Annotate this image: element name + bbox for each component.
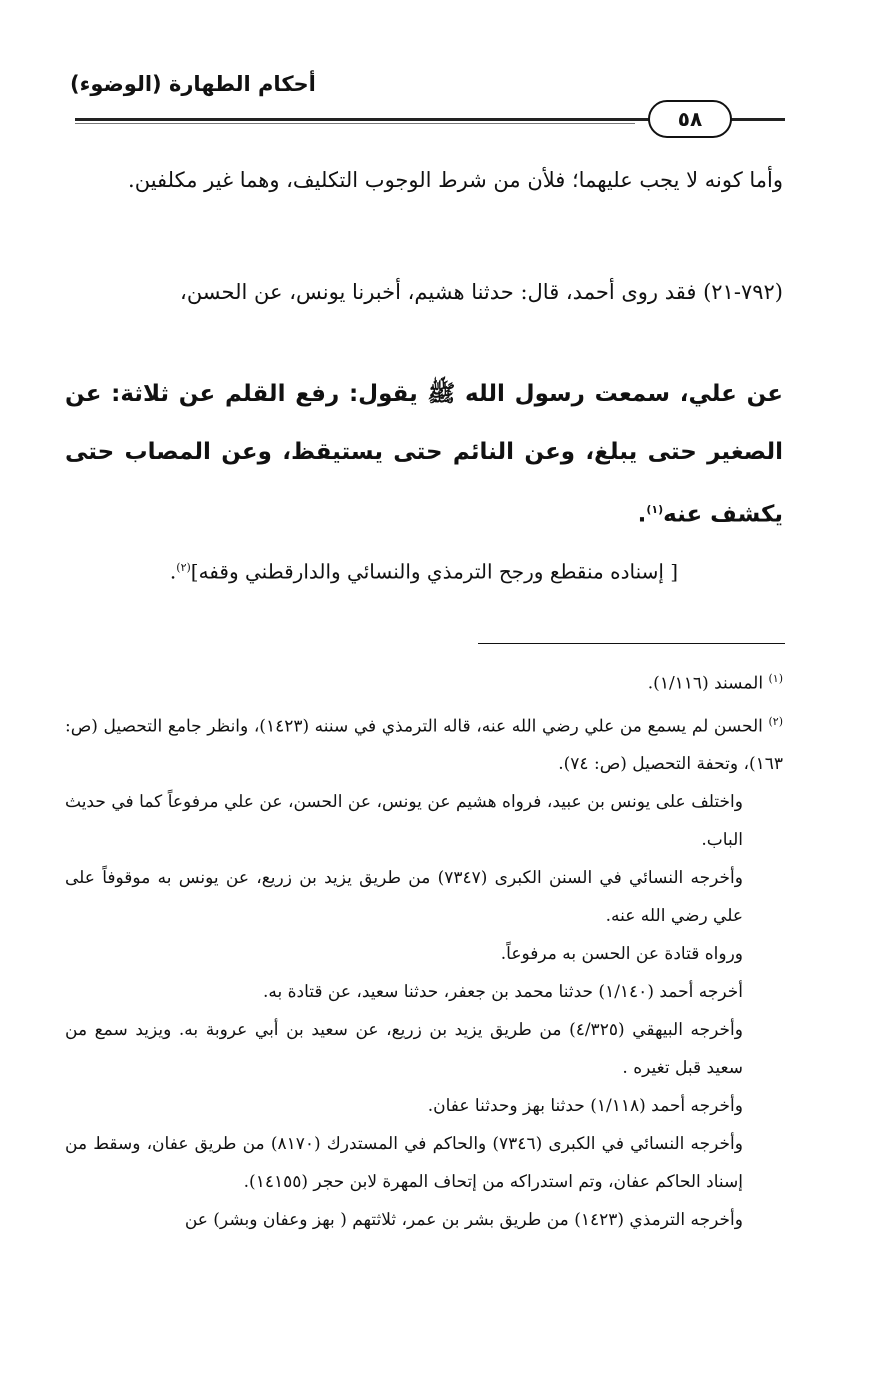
footnote-separator bbox=[478, 643, 785, 644]
paragraph-isnad: (٧٩٢-٢١) فقد روى أحمد، قال: حدثنا هشيم، أخبرنا يونس، عن الحسن، bbox=[180, 280, 783, 304]
footnote-1 bbox=[65, 660, 783, 703]
hadith-grade bbox=[65, 548, 783, 592]
footnote-2-para: وأخرجه أحمد (١/١١٨) حدثنا بهز وحدثنا عفان. bbox=[427, 1096, 743, 1117]
header-rule-thin bbox=[75, 123, 635, 124]
paragraph-intro: وأما كونه لا يجب عليهما؛ فلأن من شرط الوجوب التكليف، وهما غير مكلفين. bbox=[128, 168, 783, 192]
grade-end: . bbox=[169, 559, 177, 584]
footnote-ref-1[interactable]: (١) bbox=[646, 503, 664, 516]
grade-text: [ إسناده منقطع ورجح الترمذي والنسائي والدارقطني وقفه] bbox=[190, 559, 679, 584]
footnote-2-para: وأخرجه النسائي في الكبرى (٧٣٤٦) والحاكم في المستدرك (٨١٧٠) من طريق عفان، وسقط من إسناد الحاكم عفان، وتم استدراكه من إتحاف المهرة لابن حجر (١٤١٥٥). bbox=[65, 1134, 743, 1193]
running-header-title: أحكام الطهارة (الوضوء) bbox=[70, 72, 316, 96]
footnote-ref-2[interactable]: (٢) bbox=[176, 561, 191, 574]
hadith-text bbox=[65, 365, 783, 544]
footnote-2-para: ورواه قتادة عن الحسن به مرفوعاً. bbox=[500, 944, 743, 965]
hadith-body: عن علي، سمعت رسول الله ﷺ يقول: رفع القلم عن ثلاثة: عن الصغير حتى يبلغ، وعن النائم حتى يستيقظ، وعن المصاب حتى يكشف عنه bbox=[65, 381, 783, 528]
footnote-2-para: أخرجه أحمد (١/١٤٠) حدثنا محمد بن جعفر، حدثنا سعيد، عن قتادة به. bbox=[262, 982, 743, 1003]
hadith-end: . bbox=[637, 501, 647, 528]
footnote-2 bbox=[65, 703, 783, 784]
footnote-2-para: وأخرجه الترمذي (١٤٢٣) من طريق بشر بن عمر، ثلاثتهم ( بهز وعفان وبشر) عن bbox=[184, 1210, 743, 1231]
footnote-1-text: المسند (١/١١٦). bbox=[647, 673, 764, 694]
footnote-2-para: وأخرجه النسائي في السنن الكبرى (٧٣٤٧) من طريق يزيد بن زريع، عن يونس به موقوفاً على علي رضي الله عنه. bbox=[65, 868, 743, 927]
footnotes-section bbox=[65, 660, 783, 1239]
footnote-1-mark: (١) bbox=[768, 672, 783, 685]
footnote-2-mark: (٢) bbox=[768, 714, 784, 728]
footnote-2-para: واختلف على يونس بن عبيد، فرواه هشيم عن يونس، عن الحسن، عن علي مرفوعاً كما في حديث الباب. bbox=[65, 792, 743, 851]
footnote-2-para: وأخرجه البيهقي (٤/٣٢٥) من طريق يزيد بن زريع، عن سعيد بن أبي عروبة به. ويزيد سمع من سعيد قبل تغيره . bbox=[65, 1020, 743, 1079]
footnote-2-text: الحسن لم يسمع من علي رضي الله عنه، قاله الترمذي في سننه (١٤٢٣)، وانظر جامع التحصيل (ص: ١٦٣)، وتحفة التحصيل (ص: ٧٤). bbox=[65, 716, 783, 775]
page-number-badge: ٥٨ bbox=[648, 100, 732, 138]
